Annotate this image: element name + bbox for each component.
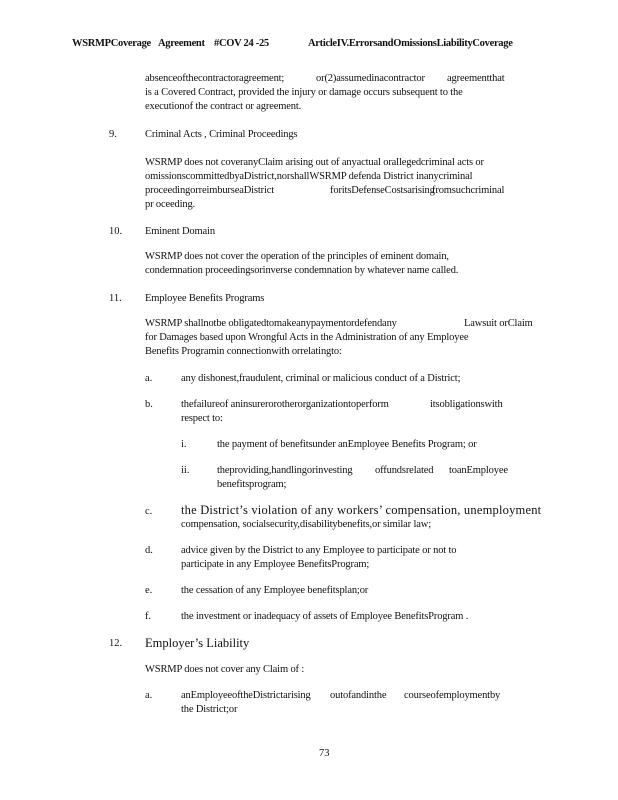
section-12-title: Employer’s Liability [145,636,250,650]
item-12a-line-1a: anEmployeeoftheDistrictarising [181,690,311,701]
item-a-label: a. [145,373,153,384]
item-c-line-2: compensation, socialsecurity,disabilitybenefits,or similar law; [181,519,431,530]
item-f-label: f. [145,611,152,622]
section-10-number: 10. [109,226,123,237]
section-9-number: 9. [109,129,117,140]
item-d-label: d. [145,545,153,556]
item-f-text: the investment or inadequacy of assets of Employee BenefitsProgram . [181,611,469,622]
item-12a-label: a. [145,690,153,701]
section-9-line-1: WSRMP does not coveranyClaim arising out of anyactual orallegedcriminal acts or [145,157,484,168]
item-12a-line-1c: courseofemploymentby [404,690,501,701]
intro-line-1a: absenceofthecontractoragreement; [145,73,285,84]
item-b-i-label: i. [181,439,187,450]
item-b-ii-line-1b: offundsrelated [375,465,434,476]
intro-line-3: executionof the contract or agreement. [145,101,302,112]
intro-line-1c: agreementthat [447,73,505,84]
item-12a-line-2: the District;or [181,704,238,715]
intro-line-2: is a Covered Contract, provided the injury or damage occurs subsequent to the [145,87,463,98]
section-9-line-4: pr oceeding. [145,199,196,210]
section-9-line-3c: fromsuchcriminal [432,185,505,196]
header-coverage-number: #COV 24 -25 [214,38,269,49]
item-b-ii-label: ii. [181,465,190,476]
item-d-line-1: advice given by the District to any Employee to participate or not to [181,545,457,556]
section-10-line-1: WSRMP does not cover the operation of the principles of eminent domain, [145,251,449,262]
section-11-line-1a: WSRMP shallnotbe obligatedtomakeanypaymentordefendany [145,318,397,329]
section-11-number: 11. [109,293,122,304]
item-d-line-2: participate in any Employee BenefitsProgram; [181,559,370,570]
section-9-line-2: omissionscommittedbyaDistrict,norshallWSRMP defenda District inanycriminal [145,171,473,182]
item-b-line-2: respect to: [181,413,223,424]
item-b-i-text: the payment of benefitsunder anEmployee Benefits Program; or [217,439,477,450]
item-b-label: b. [145,399,153,410]
section-9-line-3a: proceedingorreimburseaDistrict [145,185,275,196]
item-e-label: e. [145,585,153,596]
section-12-number: 12. [109,638,123,649]
header-title-left: WSRMPCoverage [72,38,151,49]
item-b-ii-line-1a: theproviding,handlingorinvesting [217,465,353,476]
section-11-title: Employee Benefits Programs [145,293,265,304]
section-12-line-1: WSRMP does not cover any Claim of : [145,664,305,675]
item-b-line-1b: itsobligationswith [430,399,503,410]
section-11-line-2: for Damages based upon Wrongful Acts in the Administration of any Employee [145,332,469,343]
item-b-ii-line-1c: toanEmployee [449,465,508,476]
item-c-label: c. [145,506,153,517]
item-a-text: any dishonest,fraudulent, criminal or malicious conduct of a District; [181,373,461,384]
item-b-line-1a: thefailureof aninsurerorotherorganizationtoperform [181,399,389,410]
header-agreement: Agreement [158,38,205,49]
page-number: 73 [319,748,330,759]
section-10-title: Eminent Domain [145,226,215,237]
section-9-title: Criminal Acts , Criminal Proceedings [145,129,298,140]
section-11-line-1b: Lawsuit orClaim [464,318,533,329]
section-9-line-3b: foritsDefenseCostsarising [330,185,435,196]
section-11-line-3: Benefits Programin connectionwith orrelatingto: [145,346,342,357]
item-e-text: the cessation of any Employee benefitsplan;or [181,585,369,596]
item-b-ii-line-2: benefitsprogram; [217,479,287,490]
header-article-title: ArticleIV.ErrorsandOmissionsLiabilityCoverage [308,38,513,49]
item-c-line-1: the District’s violation of any workers’ compensation, unemployment [181,503,542,517]
intro-line-1b: or(2)assumedinacontractor [316,73,425,84]
section-10-line-2: condemnation proceedingsorinverse condemnation by whatever name called. [145,265,459,276]
item-12a-line-1b: outofandinthe [330,690,387,701]
